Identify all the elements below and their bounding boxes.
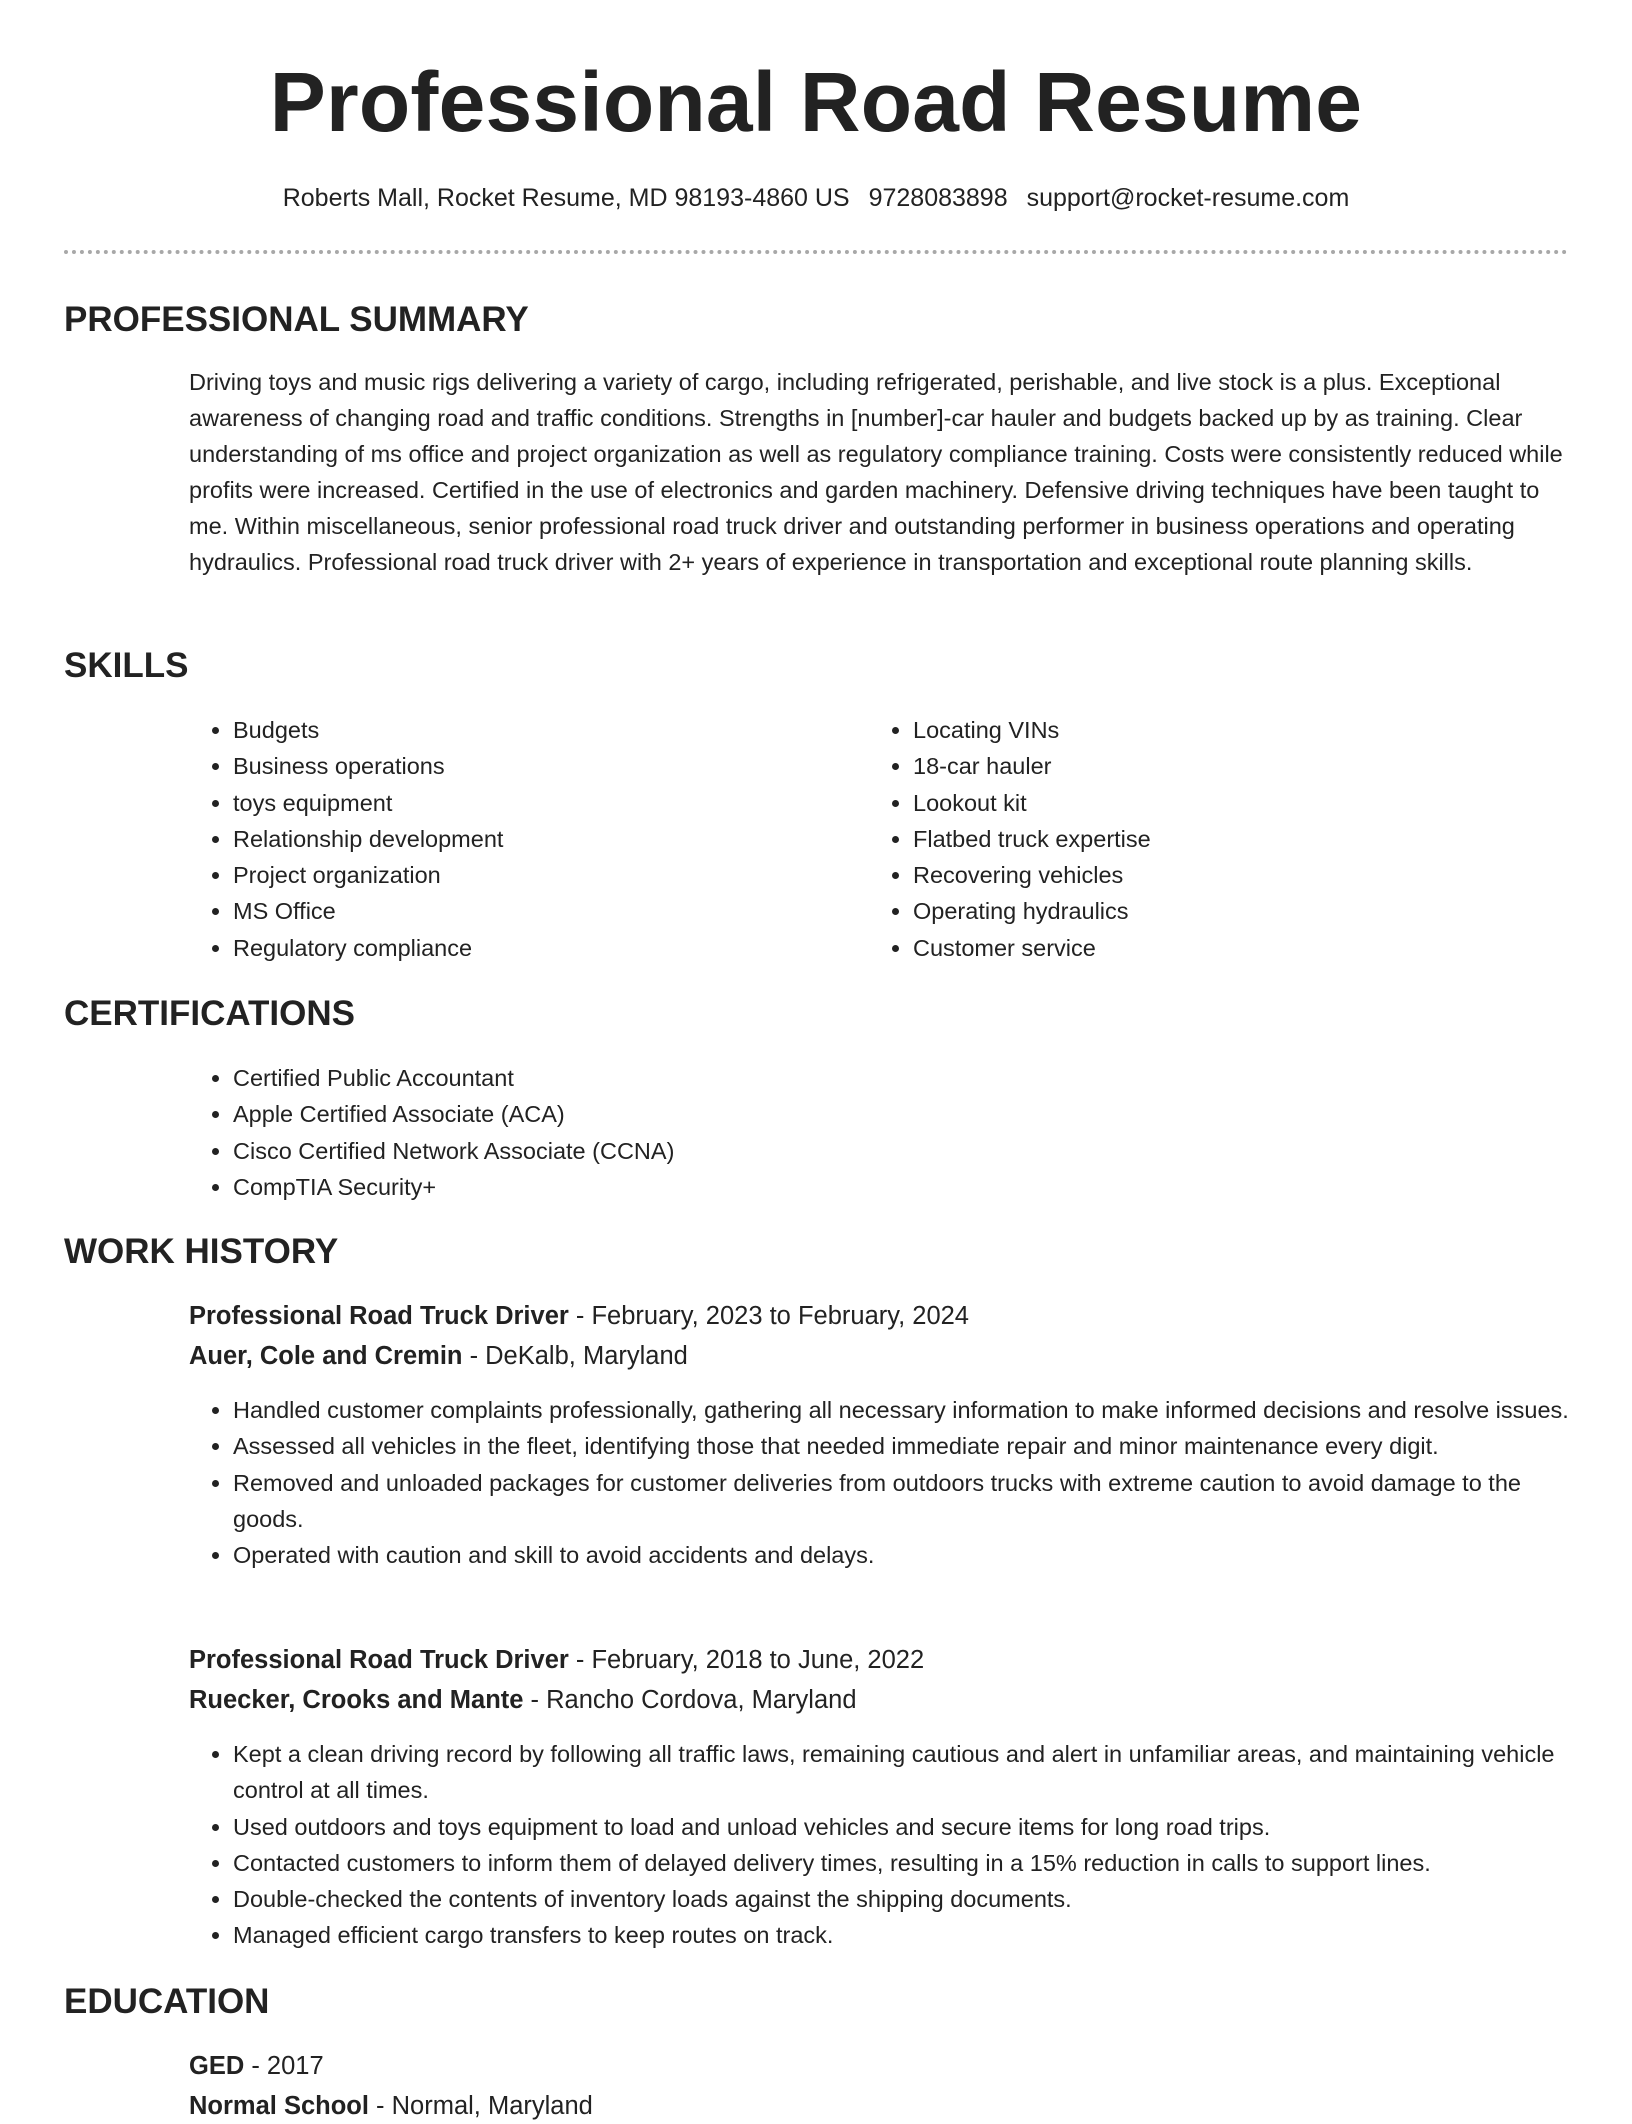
job-2-bullets: [189, 1736, 1569, 1954]
contact-phone: 9728083898: [868, 184, 1008, 212]
education-school: Normal School: [189, 2092, 369, 2120]
summary-heading: PROFESSIONAL SUMMARY: [64, 300, 529, 339]
skill-item: • Project organization: [233, 857, 829, 893]
skill-item: • MS Office: [233, 893, 829, 929]
contact-address: Roberts Mall, Rocket Resume, MD 98193-4860 US: [282, 184, 850, 212]
skills-heading: SKILLS: [64, 646, 189, 685]
job-1-title-line: [189, 1298, 969, 1334]
education-school-line: [189, 2088, 593, 2124]
education-year: - 2017: [244, 2052, 324, 2080]
skill-item: • Customer service: [913, 930, 1509, 966]
job-1-company-line: [189, 1338, 688, 1374]
header-divider: [64, 250, 1568, 254]
job-company: Auer, Cole and Cremin: [189, 1342, 463, 1370]
job-bullet: • Removed and unloaded packages for customer deliveries from outdoors trucks with extreme caution to avoid damage to the goods.: [233, 1465, 1569, 1538]
skills-left-column: [189, 712, 829, 966]
job-2-company-line: [189, 1682, 857, 1718]
job-bullet: • Managed efficient cargo transfers to keep routes on track.: [233, 1917, 1569, 1953]
job-location: - DeKalb, Maryland: [462, 1342, 688, 1370]
job-bullet: • Handled customer complaints professionally, gathering all necessary information to make informed decisions and resolve issues.: [233, 1392, 1569, 1428]
summary-text: Driving toys and music rigs delivering a variety of cargo, including refrigerated, perishable, and live stock is a plus. Exceptional awareness of changing road and traffic conditions. Strengths in [number]-car hauler and budgets backed up by as training. Clear understanding of ms office and project organization as well as regulatory compliance training. Costs were consistently reduced while profits were increased. Certified in the use of electronics and garden machinery. Defensive driving techniques have been taught to me. Within miscellaneous, senior professional road truck driver and outstanding performer in business operations and operating hydraulics. Professional road truck driver with 2+ years of experience in transportation and exceptional route planning skills.: [189, 369, 1563, 575]
job-bullet: • Contacted customers to inform them of delayed delivery times, resulting in a 15% reduction in calls to support lines.: [233, 1845, 1569, 1881]
certification-item: • CompTIA Security+: [233, 1169, 1189, 1205]
skill-item: • Regulatory compliance: [233, 930, 829, 966]
education-heading: EDUCATION: [64, 1982, 270, 2021]
contact-email[interactable]: support@rocket-resume.com: [1026, 184, 1350, 212]
job-bullet: • Operated with caution and skill to avoid accidents and delays.: [233, 1537, 1569, 1573]
job-company: Ruecker, Crooks and Mante: [189, 1686, 524, 1714]
skill-item: • Relationship development: [233, 821, 829, 857]
job-role: Professional Road Truck Driver: [189, 1302, 569, 1330]
skills-right-column: [869, 712, 1509, 966]
job-bullet: • Double-checked the contents of inventory loads against the shipping documents.: [233, 1881, 1569, 1917]
job-bullet: • Kept a clean driving record by following all traffic laws, remaining cautious and alert in unfamiliar areas, and maintaining vehicle control at all times.: [233, 1736, 1569, 1809]
resume-title: Professional Road Resume: [269, 55, 1363, 149]
job-1-bullets: [189, 1392, 1569, 1573]
skill-item: • Locating VINs: [913, 712, 1509, 748]
job-bullet: • Used outdoors and toys equipment to load and unload vehicles and secure items for long road trips.: [233, 1809, 1569, 1845]
skill-item: • toys equipment: [233, 785, 829, 821]
certification-item: • Certified Public Accountant: [233, 1060, 1189, 1096]
skill-item: • Business operations: [233, 748, 829, 784]
job-role: Professional Road Truck Driver: [189, 1646, 569, 1674]
job-dates: - February, 2023 to February, 2024: [568, 1302, 969, 1330]
certification-item: • Cisco Certified Network Associate (CCNA): [233, 1133, 1189, 1169]
job-bullet: • Assessed all vehicles in the fleet, identifying those that needed immediate repair and minor maintenance every digit.: [233, 1428, 1569, 1464]
job-location: - Rancho Cordova, Maryland: [523, 1686, 857, 1714]
certifications-heading: CERTIFICATIONS: [64, 994, 356, 1033]
contact-line: [0, 180, 1632, 216]
skill-item: • 18-car hauler: [913, 748, 1509, 784]
skill-item: • Recovering vehicles: [913, 857, 1509, 893]
certification-item: • Apple Certified Associate (ACA): [233, 1096, 1189, 1132]
education-location: - Normal, Maryland: [368, 2092, 593, 2120]
job-dates: - February, 2018 to June, 2022: [568, 1646, 925, 1674]
certifications-list: [189, 1060, 1189, 1205]
skill-item: • Flatbed truck expertise: [913, 821, 1509, 857]
education-degree: GED: [189, 2052, 245, 2080]
education-degree-line: [189, 2048, 324, 2084]
work-history-heading: WORK HISTORY: [64, 1232, 339, 1271]
skill-item: • Budgets: [233, 712, 829, 748]
skill-item: • Operating hydraulics: [913, 893, 1509, 929]
job-2-title-line: [189, 1642, 924, 1678]
skill-item: • Lookout kit: [913, 785, 1509, 821]
